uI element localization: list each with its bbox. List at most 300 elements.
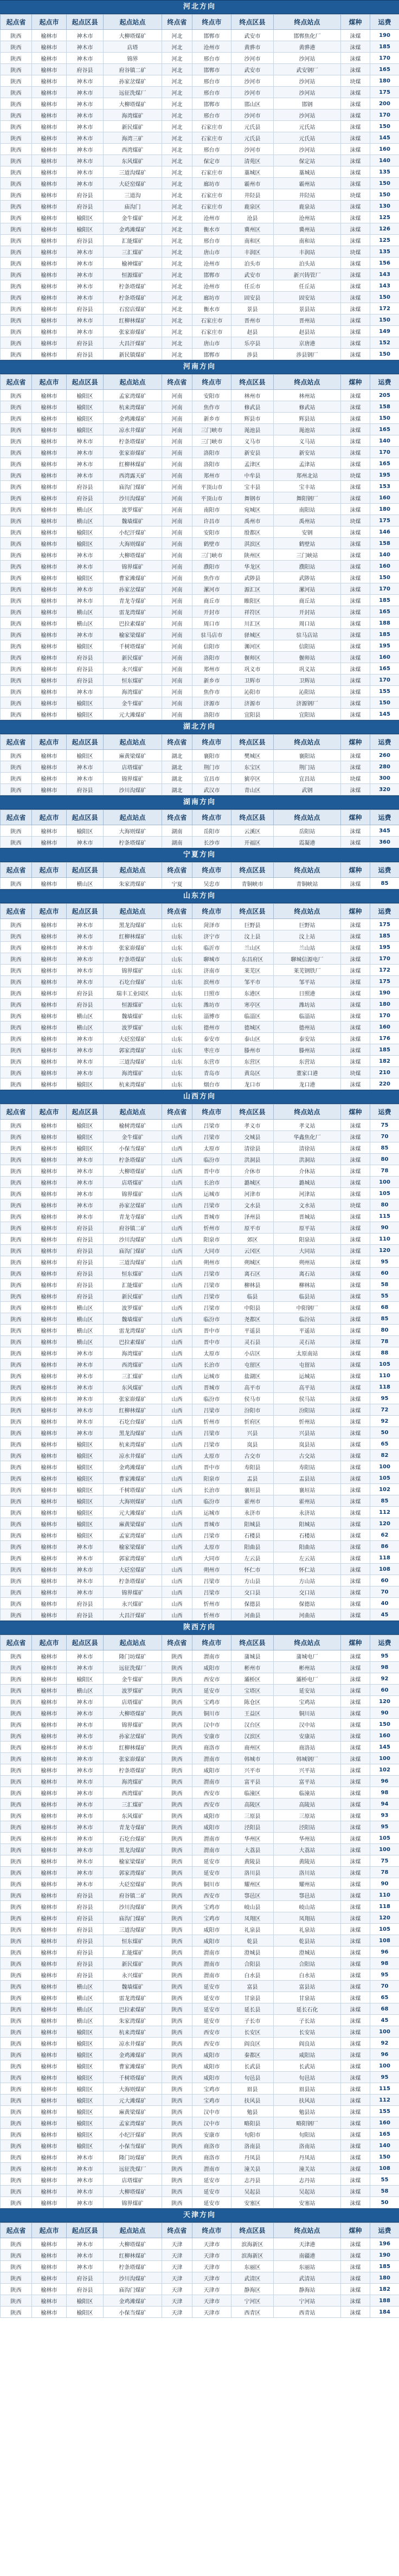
cell-origin-county: 神木市 bbox=[67, 1833, 104, 1844]
cell-dest-county: 怀仁市 bbox=[231, 1564, 274, 1575]
column-header-dest-province: 终点省 bbox=[162, 735, 192, 750]
cell-dest-city: 延安市 bbox=[192, 1992, 231, 2003]
cell-origin-county: 横山区 bbox=[67, 1313, 104, 1325]
cell-dest-county: 武清区 bbox=[231, 2272, 274, 2284]
cell-origin-county: 神木市 bbox=[67, 686, 104, 697]
cell-origin-station: 沙川沟煤矿 bbox=[104, 784, 162, 795]
cell-freight-fee: 205 bbox=[370, 390, 399, 401]
cell-origin-station: 曹家滩煤矿 bbox=[104, 2060, 162, 2072]
cell-dest-city: 晋中市 bbox=[192, 1165, 231, 1177]
cell-freight-fee: 70 bbox=[370, 1586, 399, 1598]
cell-origin-station: 远征洗煤厂 bbox=[104, 2163, 162, 2174]
cell-dest-county: 静海区 bbox=[231, 2284, 274, 2295]
cell-freight-fee: 65 bbox=[370, 1992, 399, 2003]
cell-origin-city: 榆林市 bbox=[32, 1981, 67, 1992]
cell-coal-type: 沫煤 bbox=[341, 1290, 370, 1302]
cell-dest-county: 阎良区 bbox=[231, 2038, 274, 2049]
cell-origin-county: 神木市 bbox=[67, 1393, 104, 1404]
table-row bbox=[1, 1742, 399, 1753]
cell-dest-station: 潍坊站 bbox=[274, 999, 341, 1010]
cell-dest-station: 华州站 bbox=[274, 1833, 341, 1844]
cell-dest-station: 方山站 bbox=[274, 1575, 341, 1586]
cell-freight-fee: 160 bbox=[370, 561, 399, 572]
table-row bbox=[1, 930, 399, 942]
cell-origin-station: 魏墙煤矿 bbox=[104, 1981, 162, 1992]
cell-origin-station: 金牛煤矿 bbox=[104, 212, 162, 223]
cell-origin-station: 锦界煤矿 bbox=[104, 1719, 162, 1730]
cell-dest-province: 陕西 bbox=[162, 1855, 192, 1867]
cell-origin-county: 神木市 bbox=[67, 435, 104, 447]
cell-dest-station: 合阳站 bbox=[274, 1958, 341, 1969]
cell-origin-county: 榆阳区 bbox=[67, 1450, 104, 1461]
cell-coal-type: 沫煤 bbox=[341, 640, 370, 652]
cell-dest-city: 衡水市 bbox=[192, 223, 231, 235]
cell-dest-province: 山西 bbox=[162, 1211, 192, 1222]
column-header-dest-province: 终点省 bbox=[162, 15, 192, 30]
cell-dest-province: 河北 bbox=[162, 121, 192, 132]
cell-dest-station: 藁城站 bbox=[274, 166, 341, 178]
cell-origin-county: 横山区 bbox=[67, 2003, 104, 2015]
table-row bbox=[1, 674, 399, 686]
cell-origin-station: 恒东煤矿 bbox=[104, 674, 162, 686]
cell-dest-city: 汉中市 bbox=[192, 2106, 231, 2117]
cell-origin-province: 陕西 bbox=[1, 1810, 32, 1821]
cell-coal-type: 沫煤 bbox=[341, 98, 370, 110]
cell-coal-type: 沫煤 bbox=[341, 1598, 370, 1609]
cell-origin-station: 凉水井煤矿 bbox=[104, 2038, 162, 2049]
cell-dest-province: 陕西 bbox=[162, 2151, 192, 2163]
column-header-dest-province: 终点省 bbox=[162, 1635, 192, 1650]
cell-dest-county: 高陵区 bbox=[231, 1798, 274, 1810]
cell-origin-station: 永兴煤矿 bbox=[104, 663, 162, 674]
cell-dest-station: 柳林站 bbox=[274, 1279, 341, 1290]
cell-freight-fee: 118 bbox=[370, 1382, 399, 1393]
cell-origin-province: 陕西 bbox=[1, 1056, 32, 1067]
cell-dest-province: 陕西 bbox=[162, 1662, 192, 1673]
table-row bbox=[1, 1507, 399, 1518]
table-row bbox=[1, 526, 399, 538]
cell-dest-county: 滨海新区 bbox=[231, 2238, 274, 2250]
cell-origin-province: 陕西 bbox=[1, 1347, 32, 1359]
cell-coal-type: 沫煤 bbox=[341, 1142, 370, 1154]
column-header-origin-station: 起点站点 bbox=[104, 1104, 162, 1120]
cell-dest-station: 保定站 bbox=[274, 155, 341, 166]
cell-coal-type: 沫煤 bbox=[341, 686, 370, 697]
cell-freight-fee: 158 bbox=[370, 538, 399, 549]
cell-freight-fee: 95 bbox=[370, 1969, 399, 1981]
cell-dest-station: 蒲城电厂 bbox=[274, 1650, 341, 1662]
cell-freight-fee: 345 bbox=[370, 825, 399, 837]
table-row bbox=[1, 1575, 399, 1586]
table-row bbox=[1, 2284, 399, 2295]
table-row bbox=[1, 1935, 399, 1947]
cell-dest-province: 湖北 bbox=[162, 784, 192, 795]
cell-freight-fee: 152 bbox=[370, 337, 399, 349]
cell-coal-type: 沫煤 bbox=[341, 761, 370, 773]
table-row bbox=[1, 1120, 399, 1131]
cell-dest-county: 邹平市 bbox=[231, 976, 274, 987]
table-row bbox=[1, 1992, 399, 2003]
cell-origin-province: 陕西 bbox=[1, 349, 32, 360]
cell-freight-fee: 195 bbox=[370, 942, 399, 953]
table-row bbox=[1, 75, 399, 87]
cell-origin-city: 榆林市 bbox=[32, 1719, 67, 1730]
cell-dest-station: 阳泉站 bbox=[274, 1234, 341, 1245]
cell-coal-type: 沫煤 bbox=[341, 2140, 370, 2151]
cell-origin-county: 神木市 bbox=[67, 773, 104, 784]
cell-coal-type: 沫煤 bbox=[341, 1359, 370, 1370]
cell-origin-city: 榆林市 bbox=[32, 784, 67, 795]
cell-dest-station: 左云站 bbox=[274, 1552, 341, 1564]
cell-dest-county: 河曲县 bbox=[231, 1609, 274, 1621]
cell-origin-county: 榆阳区 bbox=[67, 2129, 104, 2140]
cell-origin-city: 榆林市 bbox=[32, 1199, 67, 1211]
cell-dest-county: 西青区 bbox=[231, 2307, 274, 2318]
cell-origin-county: 榆阳区 bbox=[67, 1131, 104, 1142]
cell-dest-county: 义马市 bbox=[231, 435, 274, 447]
cell-origin-city: 榆林市 bbox=[32, 1370, 67, 1382]
cell-origin-station: 大海则煤矿 bbox=[104, 538, 162, 549]
table-row bbox=[1, 1696, 399, 1707]
cell-dest-city: 延安市 bbox=[192, 2197, 231, 2208]
table-row bbox=[1, 1438, 399, 1450]
cell-dest-station: 洪洞站 bbox=[274, 1154, 341, 1165]
cell-freight-fee: 150 bbox=[370, 2151, 399, 2163]
cell-origin-station: 柠条塔煤矿 bbox=[104, 953, 162, 965]
cell-origin-station: 小保当煤矿 bbox=[104, 1142, 162, 1154]
cell-dest-county: 浉河区 bbox=[231, 640, 274, 652]
cell-origin-county: 府谷县 bbox=[67, 1609, 104, 1621]
cell-dest-county: 宝丰县 bbox=[231, 481, 274, 492]
cell-origin-county: 神木市 bbox=[67, 178, 104, 189]
cell-dest-county: 樊城区 bbox=[231, 750, 274, 761]
cell-dest-province: 河南 bbox=[162, 618, 192, 629]
table-row bbox=[1, 1044, 399, 1056]
cell-origin-city: 榆林市 bbox=[32, 1650, 67, 1662]
cell-freight-fee: 160 bbox=[370, 652, 399, 663]
cell-coal-type: 沫煤 bbox=[341, 1211, 370, 1222]
cell-freight-fee: 78 bbox=[370, 1165, 399, 1177]
cell-origin-county: 榆阳区 bbox=[67, 709, 104, 720]
cell-dest-station: 富县站 bbox=[274, 1981, 341, 1992]
cell-coal-type: 沫煤 bbox=[341, 1165, 370, 1177]
cell-origin-county: 府谷县 bbox=[67, 1245, 104, 1256]
cell-origin-county: 府谷县 bbox=[67, 1268, 104, 1279]
cell-origin-city: 榆林市 bbox=[32, 595, 67, 606]
cell-dest-county: 彬州市 bbox=[231, 1662, 274, 1673]
cell-dest-station: 沙河站 bbox=[274, 53, 341, 64]
cell-origin-province: 陕西 bbox=[1, 1787, 32, 1798]
cell-freight-fee: 60 bbox=[370, 1575, 399, 1586]
cell-dest-province: 陕西 bbox=[162, 2163, 192, 2174]
cell-origin-station: 府谷镇二矿 bbox=[104, 64, 162, 75]
cell-origin-county: 府谷县 bbox=[67, 201, 104, 212]
cell-dest-province: 陕西 bbox=[162, 2186, 192, 2197]
cell-dest-province: 山西 bbox=[162, 1120, 192, 1131]
cell-freight-fee: 150 bbox=[370, 189, 399, 201]
cell-dest-station: 天津港 bbox=[274, 2238, 341, 2250]
cell-coal-type: 沫煤 bbox=[341, 2174, 370, 2186]
cell-coal-type: 沫煤 bbox=[341, 2261, 370, 2272]
cell-dest-station: 石楼站 bbox=[274, 1530, 341, 1541]
table-row bbox=[1, 413, 399, 424]
cell-origin-city: 榆林市 bbox=[32, 1564, 67, 1575]
table-row bbox=[1, 201, 399, 212]
cell-origin-city: 榆林市 bbox=[32, 1313, 67, 1325]
cell-dest-station: 富平站 bbox=[274, 1776, 341, 1787]
column-header-freight-fee: 运费 bbox=[370, 2223, 399, 2238]
cell-origin-county: 榆阳区 bbox=[67, 2083, 104, 2095]
cell-coal-type: 块煤 bbox=[341, 189, 370, 201]
cell-dest-station: 子长站 bbox=[274, 2015, 341, 2026]
cell-dest-station: 鄠邑站 bbox=[274, 1890, 341, 1901]
cell-dest-city: 济宁市 bbox=[192, 930, 231, 942]
cell-origin-province: 陕西 bbox=[1, 2284, 32, 2295]
cell-dest-county: 吴起县 bbox=[231, 2186, 274, 2197]
cell-dest-province: 宁夏 bbox=[162, 878, 192, 889]
cell-freight-fee: 150 bbox=[370, 349, 399, 360]
cell-dest-province: 河南 bbox=[162, 424, 192, 435]
cell-dest-city: 天津市 bbox=[192, 2284, 231, 2295]
cell-origin-county: 府谷县 bbox=[67, 2284, 104, 2295]
cell-freight-fee: 180 bbox=[370, 504, 399, 515]
cell-origin-station: 元大滩煤矿 bbox=[104, 1507, 162, 1518]
column-header-origin-province: 起点省 bbox=[1, 1104, 32, 1120]
cell-freight-fee: 155 bbox=[370, 686, 399, 697]
cell-dest-city: 太原市 bbox=[192, 1347, 231, 1359]
cell-dest-station: 旬阳站 bbox=[274, 2129, 341, 2140]
cell-origin-county: 榆阳区 bbox=[67, 1484, 104, 1495]
cell-dest-city: 荆门市 bbox=[192, 761, 231, 773]
cell-origin-station: 波罗煤矿 bbox=[104, 1685, 162, 1696]
cell-origin-city: 榆林市 bbox=[32, 1473, 67, 1484]
cell-origin-station: 府谷镇二矿 bbox=[104, 1222, 162, 1234]
cell-origin-province: 陕西 bbox=[1, 121, 32, 132]
cell-dest-station: 沧州站 bbox=[274, 212, 341, 223]
cell-origin-province: 陕西 bbox=[1, 1821, 32, 1833]
cell-dest-city: 邯郸市 bbox=[192, 269, 231, 280]
cell-dest-county: 柳林县 bbox=[231, 1279, 274, 1290]
cell-origin-station: 三道沟煤矿 bbox=[104, 1924, 162, 1935]
cell-origin-city: 榆林市 bbox=[32, 1924, 67, 1935]
cell-origin-province: 陕西 bbox=[1, 987, 32, 999]
cell-dest-county: 睢阳区 bbox=[231, 595, 274, 606]
cell-origin-station: 大砭窑煤矿 bbox=[104, 1564, 162, 1575]
cell-freight-fee: 146 bbox=[370, 526, 399, 538]
cell-dest-county: 中阳县 bbox=[231, 1302, 274, 1313]
cell-dest-station: 朔州站 bbox=[274, 1256, 341, 1268]
cell-dest-province: 山西 bbox=[162, 1188, 192, 1199]
cell-origin-station: 柠条塔煤矿 bbox=[104, 1764, 162, 1776]
cell-dest-station: 大同站 bbox=[274, 1245, 341, 1256]
cell-origin-county: 府谷县 bbox=[67, 481, 104, 492]
cell-dest-county: 东宝区 bbox=[231, 761, 274, 773]
cell-origin-station: 雷龙湾煤矿 bbox=[104, 606, 162, 618]
cell-freight-fee: 100 bbox=[370, 2060, 399, 2072]
cell-freight-fee: 50 bbox=[370, 1427, 399, 1438]
cell-dest-station: 漯河站 bbox=[274, 583, 341, 595]
cell-dest-station: 宜阳站 bbox=[274, 709, 341, 720]
cell-dest-city: 临汾市 bbox=[192, 1393, 231, 1404]
cell-origin-station: 远征洗煤厂 bbox=[104, 87, 162, 98]
cell-dest-province: 河南 bbox=[162, 447, 192, 458]
cell-freight-fee: 75 bbox=[370, 1855, 399, 1867]
table-row bbox=[1, 2072, 399, 2083]
cell-dest-province: 山西 bbox=[162, 1382, 192, 1393]
cell-dest-province: 陕西 bbox=[162, 1753, 192, 1764]
cell-origin-city: 榆林市 bbox=[32, 1787, 67, 1798]
cell-dest-city: 咸阳市 bbox=[192, 1935, 231, 1947]
cell-origin-city: 榆林市 bbox=[32, 837, 67, 848]
cell-freight-fee: 140 bbox=[370, 435, 399, 447]
cell-dest-city: 洛阳市 bbox=[192, 458, 231, 470]
cell-dest-county: 东昌府区 bbox=[231, 953, 274, 965]
cell-dest-station: 巩义站 bbox=[274, 663, 341, 674]
cell-origin-city: 榆林市 bbox=[32, 640, 67, 652]
cell-origin-county: 榆阳区 bbox=[67, 1473, 104, 1484]
cell-coal-type: 块煤 bbox=[341, 773, 370, 784]
cell-origin-county: 神木市 bbox=[67, 1404, 104, 1416]
cell-origin-county: 榆阳区 bbox=[67, 1120, 104, 1131]
cell-origin-province: 陕西 bbox=[1, 223, 32, 235]
cell-dest-station: 岚县站 bbox=[274, 1438, 341, 1450]
cell-origin-province: 陕西 bbox=[1, 1541, 32, 1552]
cell-dest-station: 屯留站 bbox=[274, 1359, 341, 1370]
cell-dest-city: 长治市 bbox=[192, 1177, 231, 1188]
cell-freight-fee: 182 bbox=[370, 2284, 399, 2295]
cell-dest-province: 山西 bbox=[162, 1404, 192, 1416]
cell-dest-city: 西安市 bbox=[192, 1890, 231, 1901]
cell-origin-county: 神木市 bbox=[67, 1552, 104, 1564]
cell-origin-county: 府谷县 bbox=[67, 1890, 104, 1901]
cell-freight-fee: 165 bbox=[370, 2129, 399, 2140]
cell-dest-station: 鹿泉站 bbox=[274, 201, 341, 212]
cell-dest-county: 华龙区 bbox=[231, 561, 274, 572]
cell-origin-city: 榆林市 bbox=[32, 280, 67, 292]
cell-origin-county: 神木市 bbox=[67, 326, 104, 337]
cell-origin-city: 榆林市 bbox=[32, 326, 67, 337]
column-header-freight-fee: 运费 bbox=[370, 15, 399, 30]
column-header-dest-station: 终点站点 bbox=[274, 1635, 341, 1650]
cell-dest-county: 孟津区 bbox=[231, 458, 274, 470]
cell-coal-type: 沫煤 bbox=[341, 2049, 370, 2060]
cell-dest-county: 沙河市 bbox=[231, 144, 274, 155]
cell-dest-city: 延安市 bbox=[192, 1867, 231, 1878]
table-row bbox=[1, 1662, 399, 1673]
cell-coal-type: 沫煤 bbox=[341, 1382, 370, 1393]
cell-dest-county: 韩城市 bbox=[231, 1753, 274, 1764]
cell-freight-fee: 188 bbox=[370, 618, 399, 629]
cell-origin-province: 陕西 bbox=[1, 1416, 32, 1427]
cell-origin-county: 府谷县 bbox=[67, 1969, 104, 1981]
table-row bbox=[1, 1650, 399, 1662]
cell-origin-county: 神木市 bbox=[67, 1753, 104, 1764]
cell-coal-type: 沫煤 bbox=[341, 280, 370, 292]
cell-dest-province: 陕西 bbox=[162, 1742, 192, 1753]
cell-origin-station: 孙家岔煤矿 bbox=[104, 1730, 162, 1742]
cell-coal-type: 沫煤 bbox=[341, 930, 370, 942]
cell-coal-type: 沫煤 bbox=[341, 1245, 370, 1256]
cell-dest-province: 陕西 bbox=[162, 1878, 192, 1890]
cell-dest-city: 渭南市 bbox=[192, 1958, 231, 1969]
cell-freight-fee: 180 bbox=[370, 999, 399, 1010]
cell-dest-province: 陕西 bbox=[162, 1890, 192, 1901]
cell-dest-county: 岚县 bbox=[231, 1438, 274, 1450]
cell-dest-province: 山西 bbox=[162, 1370, 192, 1382]
cell-origin-county: 横山区 bbox=[67, 1010, 104, 1022]
cell-dest-station: 长武站 bbox=[274, 2060, 341, 2072]
cell-dest-station: 耀州站 bbox=[274, 1878, 341, 1890]
column-header-origin-county: 起点区县 bbox=[67, 810, 104, 825]
cell-origin-city: 榆林市 bbox=[32, 1256, 67, 1268]
cell-origin-county: 神木市 bbox=[67, 1787, 104, 1798]
cell-freight-fee: 150 bbox=[370, 178, 399, 189]
cell-dest-station: 襄阳站 bbox=[274, 750, 341, 761]
route-section bbox=[0, 848, 399, 889]
cell-freight-fee: 160 bbox=[370, 1022, 399, 1033]
cell-freight-fee: 180 bbox=[370, 75, 399, 87]
cell-freight-fee: 100 bbox=[370, 2026, 399, 2038]
table-row bbox=[1, 549, 399, 561]
cell-dest-county: 沁阳市 bbox=[231, 686, 274, 697]
cell-origin-city: 榆林市 bbox=[32, 2307, 67, 2318]
route-section bbox=[0, 1090, 399, 1621]
column-header-origin-station: 起点站点 bbox=[104, 904, 162, 919]
cell-origin-station: 沙川沟煤矿 bbox=[104, 1234, 162, 1245]
table-row bbox=[1, 1404, 399, 1416]
cell-freight-fee: 85 bbox=[370, 1495, 399, 1507]
cell-dest-province: 山东 bbox=[162, 919, 192, 930]
cell-coal-type: 沫煤 bbox=[341, 1730, 370, 1742]
cell-origin-station: 锦界 bbox=[104, 53, 162, 64]
cell-dest-city: 吕梁市 bbox=[192, 1404, 231, 1416]
cell-origin-province: 陕西 bbox=[1, 1798, 32, 1810]
cell-dest-city: 沧州市 bbox=[192, 280, 231, 292]
cell-origin-station: 榆家梁煤矿 bbox=[104, 629, 162, 640]
cell-origin-province: 陕西 bbox=[1, 2072, 32, 2083]
cell-origin-city: 榆林市 bbox=[32, 1518, 67, 1530]
cell-dest-city: 咸阳市 bbox=[192, 2060, 231, 2072]
cell-origin-city: 榆林市 bbox=[32, 976, 67, 987]
cell-origin-station: 杭来湾煤矿 bbox=[104, 1438, 162, 1450]
column-header-origin-province: 起点省 bbox=[1, 904, 32, 919]
cell-origin-station: 青龙寺煤矿 bbox=[104, 1211, 162, 1222]
table-row bbox=[1, 2129, 399, 2140]
route-section bbox=[0, 1621, 399, 2208]
table-row bbox=[1, 314, 399, 326]
cell-dest-city: 吕梁市 bbox=[192, 1290, 231, 1302]
cell-origin-county: 府谷县 bbox=[67, 1598, 104, 1609]
cell-dest-province: 河南 bbox=[162, 504, 192, 515]
cell-dest-county: 东港区 bbox=[231, 987, 274, 999]
cell-origin-city: 榆林市 bbox=[32, 1890, 67, 1901]
cell-origin-province: 陕西 bbox=[1, 953, 32, 965]
cell-origin-city: 榆林市 bbox=[32, 515, 67, 526]
cell-dest-province: 陕西 bbox=[162, 2038, 192, 2049]
table-row bbox=[1, 280, 399, 292]
cell-origin-station: 巴拉素煤矿 bbox=[104, 2003, 162, 2015]
cell-dest-county: 东营区 bbox=[231, 1056, 274, 1067]
cell-dest-city: 太原市 bbox=[192, 1450, 231, 1461]
cell-coal-type: 沫煤 bbox=[341, 132, 370, 144]
cell-dest-station: 驻马店站 bbox=[274, 629, 341, 640]
table-row bbox=[1, 246, 399, 258]
cell-dest-city: 淄博市 bbox=[192, 1010, 231, 1022]
cell-origin-province: 陕西 bbox=[1, 1764, 32, 1776]
cell-dest-province: 河南 bbox=[162, 595, 192, 606]
cell-dest-county: 勉县 bbox=[231, 2106, 274, 2117]
cell-dest-city: 邢台市 bbox=[192, 75, 231, 87]
